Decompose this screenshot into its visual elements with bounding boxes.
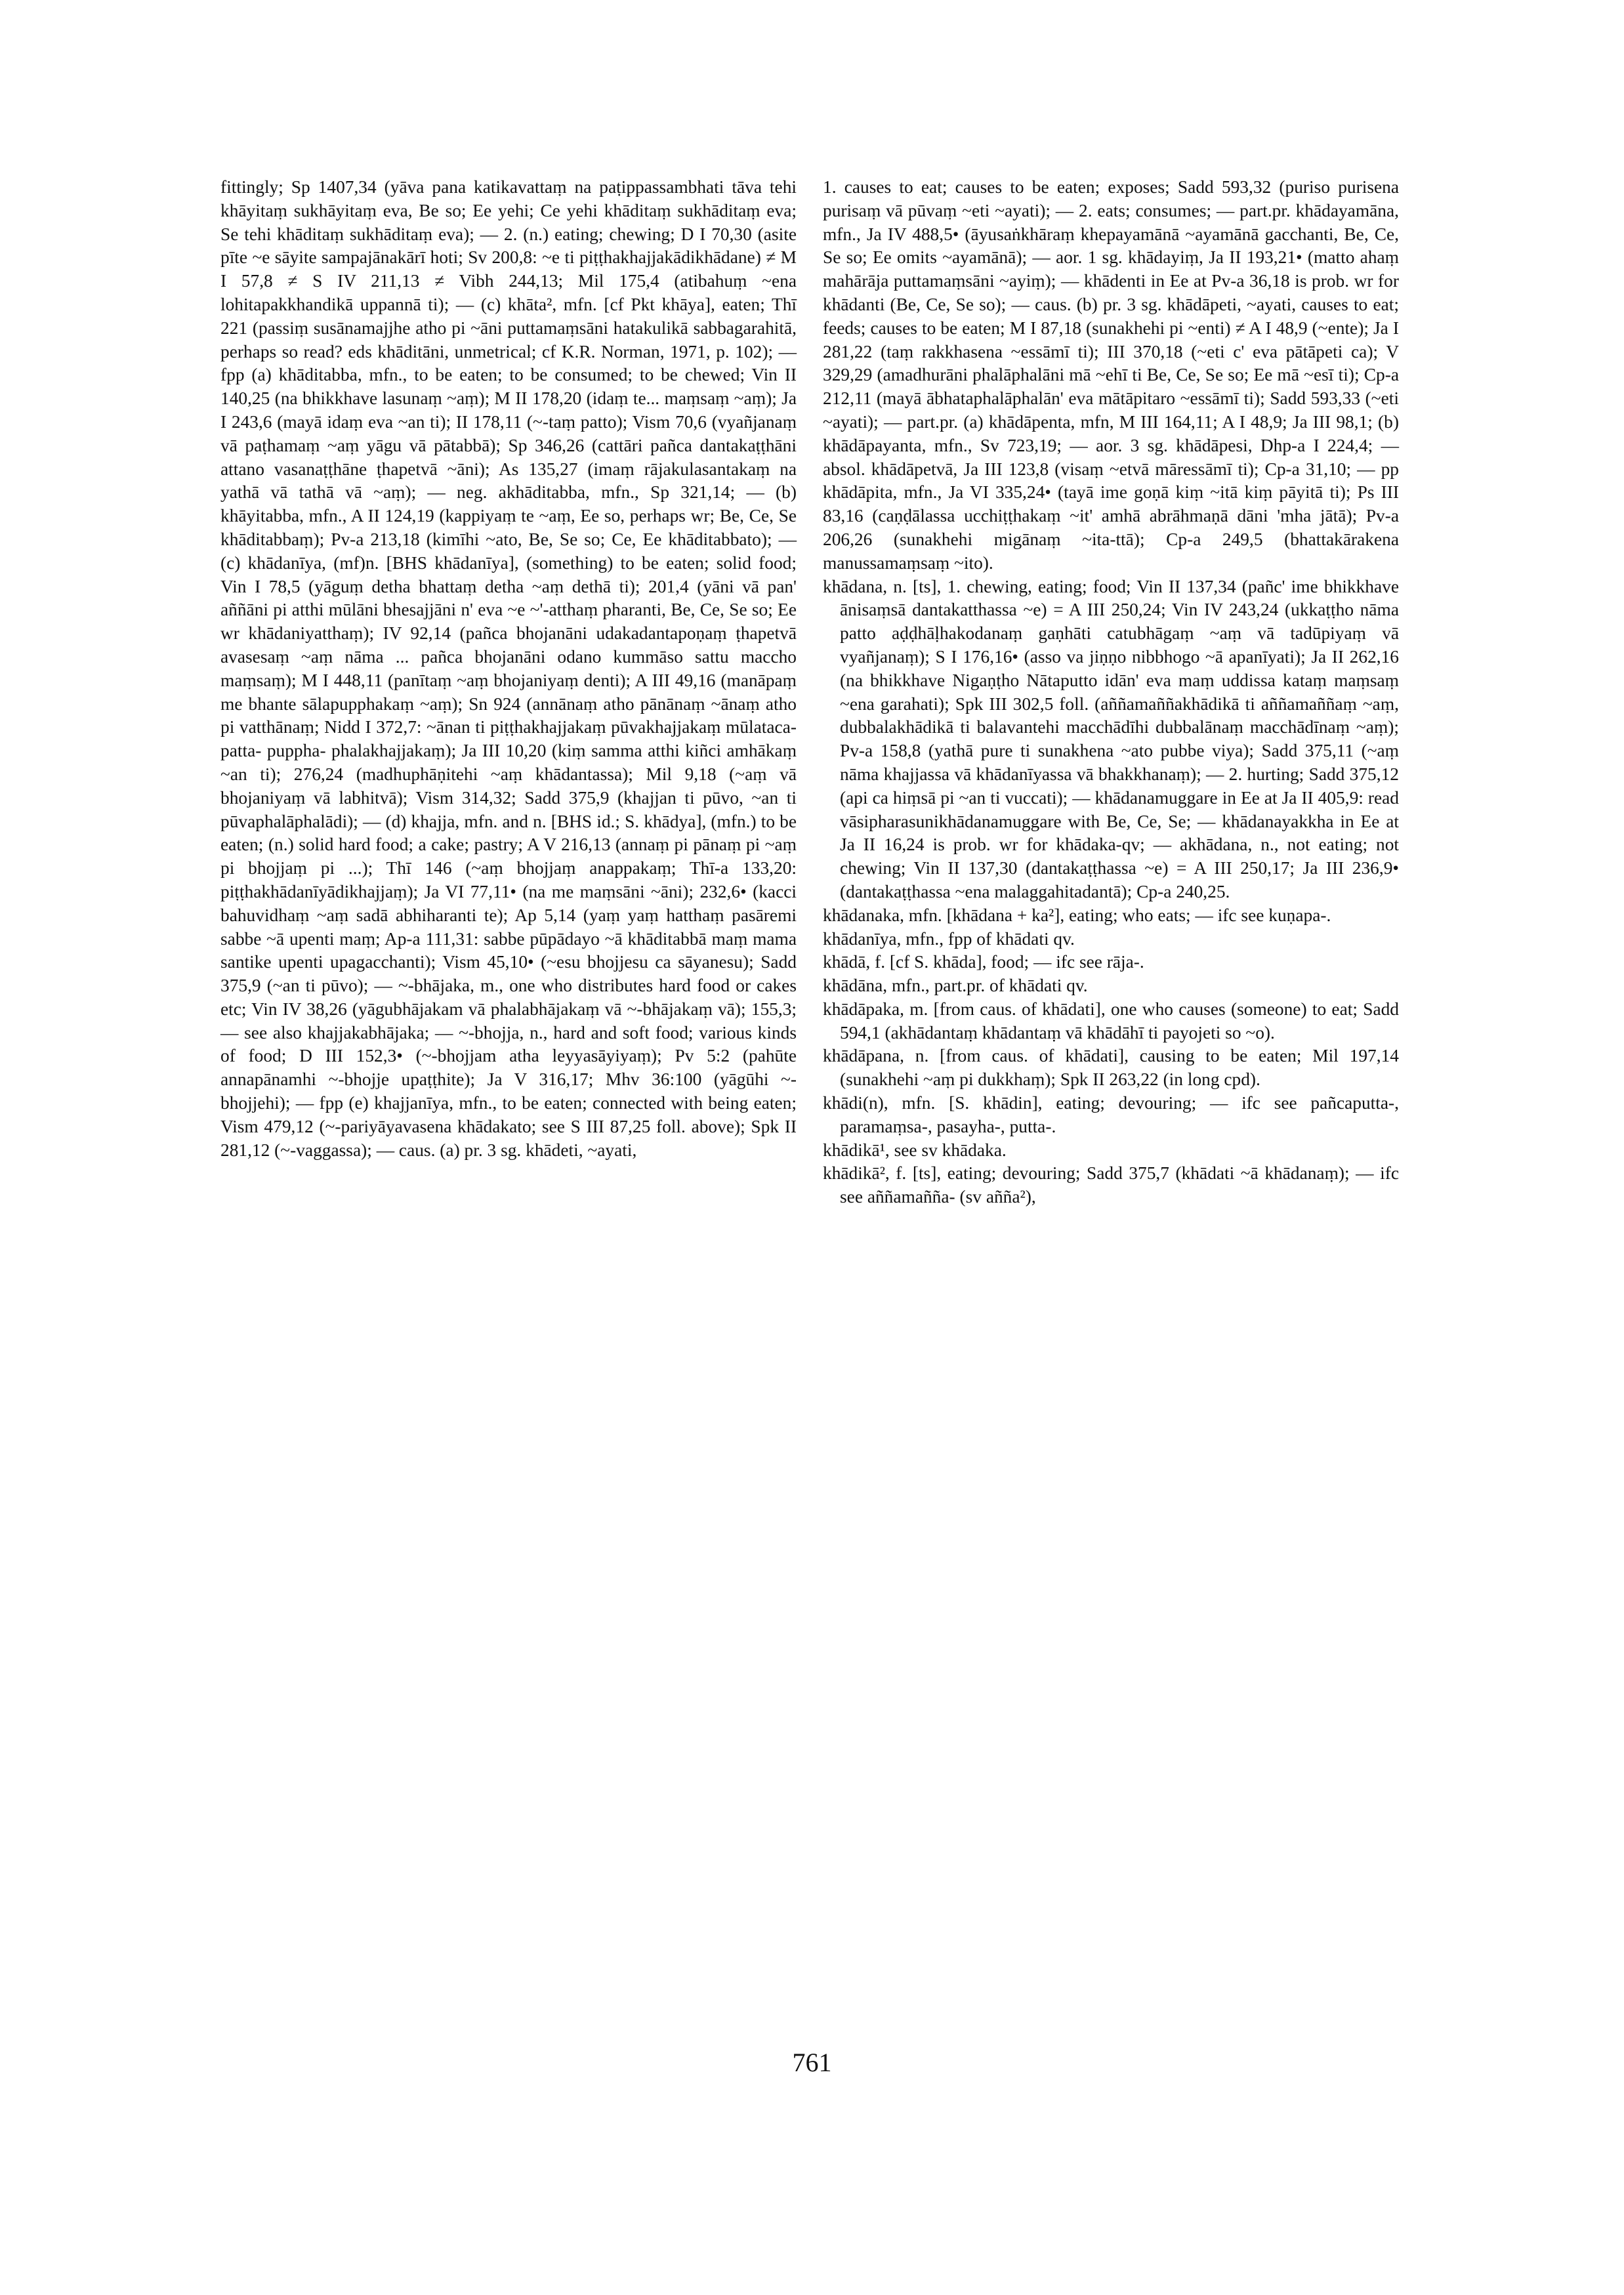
entry-khadapana: khādāpana, n. [from caus. of khādati], causing to be eaten; Mil 197,14 (sunakhehi ~aṃ pi dukkhaṃ); Spk II 263,22 (in long cpd). — [823, 1046, 1399, 1090]
dictionary-entry: fittingly; Sp 1407,34 (yāva pana katikavattaṃ na paṭippassambhati tāva tehi khāyitaṃ sukhāyitaṃ eva, Be so; Ee yehi; Ce yehi khāditaṃ sukhāditaṃ eva; Se tehi khāditaṃ sukhāditaṃ eva); — 2. (n.) eating; chewing; D I 70,30 (asite pīte ~e sāyite sampajānakārī hoti; Sv 200,8: ~e ti piṭṭhakhajjakādikhādane) ≠ M I 57,8 ≠ S IV 211,13 ≠ Vibh 244,13; Mil 175,4 (atibahuṃ ~ena lohitapakkhandikā uppannā ti); — (c) khāta², mfn. [cf Pkt khāya], eaten; Thī 221 (passiṃ susānamajjhe atho pi ~āni puttamaṃsāni hatakulikā sabbagarahitā, perhaps so read? eds khāditāni, unmetrical; cf K.R. Norman, 1971, p. 102); — fpp (a) khāditabba, mfn., to be eaten; to be consumed; to be chewed; Vin II 140,25 (na bhikkhave lasunaṃ ~aṃ); M II 178,20 (idaṃ te... maṃsaṃ ~aṃ); Ja I 243,6 (mayā idaṃ eva ~an ti); II 178,11 (~-taṃ patto); Vism 70,6 (vyañjanaṃ vā paṭhamaṃ ~aṃ yāgu vā pātabbā); Sp 346,26 (cattāri pañca dantakaṭṭhāni attano vasanaṭṭhāne ṭhapetvā ~āni); As 135,27 (imaṃ rājakulasantakaṃ na yathā vā tathā vā ~aṃ); — neg. akhāditabba, mfn., Sp 321,14; — (b) khāyitabba, mfn., A II 124,19 (kappiyaṃ te ~aṃ, Ee so, perhaps wr; Be, Ce, Se khāditabbaṃ); Pv-a 213,18 (kimīhi ~ato, Be, Se so; Ce, Ee khāditabbato); — (c) khādanīya, (mf)n. [BHS khādanīya], (something) to be eaten; solid food; Vin I 78,5 (yāguṃ detha bhattaṃ detha ~aṃ dethā ti); 201,4 (yāni vā pan' aññāni pi atthi mūlāni bhesajjāni n' eva ~e ~'-atthaṃ pharanti, Be, Ce, Se so; Ee wr khādaniyatthaṃ); IV 92,14 (pañca bhojanāni udakadantapoṇaṃ ṭhapetvā avasesaṃ ~aṃ nāma ... pañca bhojanāni odano kummāso sattu maccho maṃsaṃ); M I 448,11 (panītaṃ ~aṃ bhojaniyaṃ denti); A III 49,16 (manāpaṃ me bhante sālapupphakaṃ ~aṃ); Sn 924 (annānaṃ atho pānānaṃ ~ānaṃ atho pi vatthānaṃ; Nidd I 372,7: ~ānan ti piṭṭhakhajjakaṃ pūvakhajjakaṃ mūlataca- patta- puppha- phalakhajjakaṃ); Ja III 10,20 (kiṃ samma atthi kiñci amhākaṃ ~an ti); 276,24 (madhuphāṇitehi ~aṃ khādantassa); Mil 9,18 (~aṃ vā bhojaniyaṃ vā labhitvā); Vism 314,32; Sadd 375,9 (khajjan ti pūvo, ~an ti pūvaphalāphalādi); — (d) khajja, mfn. and n. [BHS id.; S. khādya], (mfn.) to be eaten; (n.) solid hard food; a cake; pastry; A V 216,13 (annaṃ pi pānaṃ pi ~aṃ pi bhojjaṃ pi ...); Thī 146 (~aṃ bhojjaṃ anappakaṃ; Thī-a 133,20: piṭṭhakhādanīyādikhajjaṃ); Ja VI 77,11• (na me maṃsāni ~āni); 232,6• (kacci bahuvidhaṃ ~aṃ sadā abhiharanti te); Ap 5,14 (yaṃ yaṃ hatthaṃ pasāremi sabbe ~ā upenti maṃ; Ap-a 111,31: sabbe pūpādayo ~ā khāditabbā maṃ mama santike upenti upagacchanti); Vism 45,10• (~esu bhojjesu ca sāyanesu); Sadd 375,9 (~an ti pūvo); — ~-bhājaka, m., one who distributes hard food or cakes etc; Vin IV 38,26 (yāgubhājakam vā phalabhājakaṃ vā ~-bhājakaṃ vā); 155,3; — see also khajjakabhājaka; — ~-bhojja, n., hard and soft food; various kinds of food; D III 152,3• (~-bhojjam atha leyyasāyiyaṃ); Pv 5:2 (pahūte annapānamhi ~-bhojje upaṭṭhite); Ja V 316,17; Mhv 36:100 (yāgūhi ~-bhojjehi); — fpp (e) khajjanīya, mfn., to be eaten; connected with being eaten; Vism 479,12 (~-pariyāyavasena khādakato; see S III 87,25 foll. above); Spk II 281,12 (~-vaggassa); — caus. (a) pr. 3 sg. khādeti, ~ayati, — [220, 177, 797, 1160]
dictionary-entry: 1. causes to eat; causes to be eaten; exposes; Sadd 593,32 (puriso purisena purisaṃ vā pūvaṃ ~eti ~ayati); — 2. eats; consumes; — part.pr. khādayamāna, mfn., Ja IV 488,5• (āyusaṅkhāraṃ khepayamānā ~ayamānā gacchanti, Be, Ce, Se so; Ee omits ~ayamānā); — aor. 1 sg. khādayiṃ, Ja II 193,21• (matto ahaṃ mahārāja puttamaṃsāni ~ayiṃ); — khādenti in Ee at Pv-a 36,18 is prob. wr for khādanti (Be, Ce, Se so); — caus. (b) pr. 3 sg. khādāpeti, ~ayati, causes to eat; feeds; causes to be eaten; M I 87,18 (sunakhehi pi ~enti) ≠ A I 48,9 (~ente); Ja I 281,22 (taṃ rakkhasena ~essāmī ti); III 370,18 (~eti c' eva pātāpeti ca); V 329,29 (amadhurāni phalāphalāni mā ~ehī ti Be, Ce, Se so; Ee mā ~esī ti); Cp-a 212,11 (mayā ābhataphalāphalān' eva mātāpitaro ~essāmī ti); Sadd 593,33 (~eti ~ayati); — part.pr. (a) khādāpenta, mfn, M III 164,11; A I 48,9; Ja III 98,1; (b) khādāpayanta, mfn., Sv 723,19; — aor. 3 sg. khādāpesi, Dhp-a I 224,4; — absol. khādāpetvā, Ja III 123,8 (visaṃ ~etvā māressāmī ti); Cp-a 31,10; — pp khādāpita, mfn., Ja VI 335,24• (tayā ime goṇā kiṃ ~itā kiṃ pāyitā ti); Ps III 83,16 (caṇḍālassa ucchiṭṭhakaṃ ~it' amhā abrāhmaṇā dāni 'mha jātā); Pv-a 206,26 (sunakhehi migānaṃ ~ita-ttā); Cp-a 249,5 (bhattakārakena manussamaṃsaṃ ~ito). — [823, 177, 1399, 573]
entry-khadin: khādi(n), mfn. [S. khādin], eating; devouring; — ifc see pañcaputta-, paramaṃsa-, pasayha-, putta-. — [823, 1093, 1399, 1136]
page-number: 761 — [792, 2048, 832, 2077]
entry-khadana-part: khādāna, mfn., part.pr. of khādati qv. — [823, 976, 1088, 996]
entry-khadapaka: khādāpaka, m. [from caus. of khādati], one who causes (someone) to eat; Sadd 594,1 (akhādantaṃ khādantaṃ vā khādāhī ti payojeti so ~o). — [823, 999, 1399, 1043]
left-column — [220, 176, 797, 1162]
entry-khada: khādā, f. [cf S. khāda], food; — ifc see rāja-. — [823, 952, 1144, 972]
entry-khadanaka: khādanaka, mfn. [khādana + ka²], eating; who eats; — ifc see kuṇapa-. — [823, 905, 1331, 925]
entry-khadika-2: khādikā², f. [ts], eating; devouring; Sadd 375,7 (khādati ~ā khādanaṃ); — ifc see aññamañña- (sv añña²), — [823, 1163, 1399, 1207]
entry-khadika-1: khādikā¹, see sv khādaka. — [823, 1140, 1007, 1160]
right-column — [823, 176, 1399, 1209]
entry-khadana: khādana, n. [ts], 1. chewing, eating; food; Vin II 137,34 (pañc' ime bhikkhave ānisaṃsā dantakatthassa ~e) = A III 250,24; Vin IV 243,24 (ukkaṭṭho nāma patto aḍḍhāḷhakodanaṃ gaṇhāti catubhāgaṃ ~aṃ vā tadūpiyaṃ vā vyañjanaṃ); S I 176,16• (asso va jiṇṇo nibbhogo ~ā apanīyati); Ja II 262,16 (na bhikkhave Nigaṇṭho Nātaputto idān' eva maṃ uddissa kataṃ maṃsaṃ ~ena garahati); Spk III 302,5 foll. (aññamaññakhādikā ti aññamaññaṃ ~aṃ, dubbalakhādikā ti balavantehi macchādīhi dubbalānaṃ macchādīnaṃ ~aṃ); Pv-a 158,8 (yathā pure ti sunakhena ~ato pubbe viya); Sadd 375,11 (~aṃ nāma khajjassa vā khādanīyassa vā bhakkhanaṃ); — 2. hurting; Sadd 375,12 (api ca hiṃsā pi ~an ti vuccati); — khādanamuggare in Ee at Ja II 405,9: read vāsipharasunikhādanamuggare with Be, Ce, Se; — khādanayakkha in Ee at Ja II 16,24 is prob. wr for khādaka-qv; — akhādana, n., not eating; not chewing; Vin II 137,30 (dantakaṭṭhassa ~e) = A III 250,17; Ja III 236,9• (dantakaṭṭhassa ~ena malaggahitadantā); Cp-a 240,25. — [823, 576, 1399, 901]
entry-khadaniya: khādanīya, mfn., fpp of khādati qv. — [823, 928, 1075, 949]
